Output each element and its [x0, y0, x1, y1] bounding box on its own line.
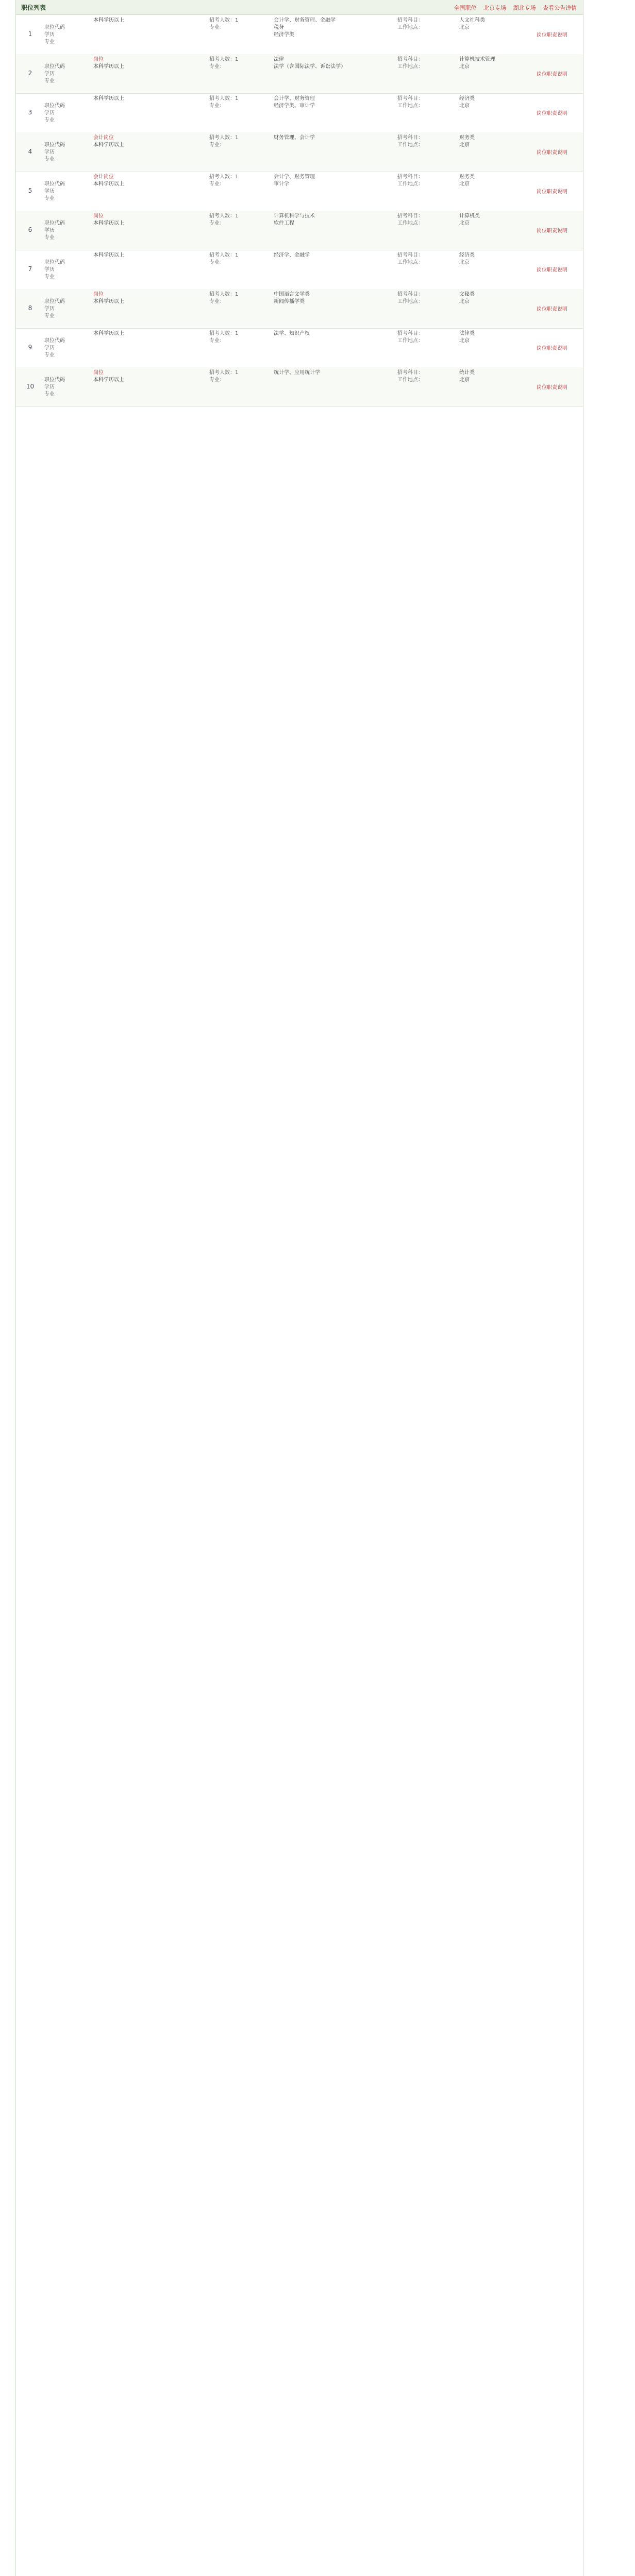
detail-link[interactable]: 岗位职责说明	[537, 32, 567, 38]
position-link[interactable]: 会计岗位	[93, 174, 114, 180]
recruit-count-text: 招考人数：1	[209, 252, 239, 258]
row-number: 9	[28, 344, 32, 351]
recruit-count-text: 专业：	[209, 142, 225, 148]
detail-link[interactable]: 岗位职责说明	[537, 72, 567, 77]
major-text: 软件工程	[274, 221, 294, 226]
row-label: 学历	[44, 306, 55, 312]
detail-link[interactable]: 岗位职责说明	[537, 111, 567, 116]
major-text: 中国语言文学类	[274, 292, 310, 297]
location-text: 北京	[459, 260, 470, 265]
row-label: 专业	[44, 313, 55, 319]
row-labels	[44, 220, 83, 242]
location-text: 经济类	[459, 252, 475, 258]
row-number: 3	[28, 109, 32, 116]
row-labels	[44, 377, 83, 398]
recruit-count-text: 招考人数：1	[209, 331, 239, 336]
exam-label: 招考科目：	[397, 252, 423, 258]
location-text: 北京	[459, 377, 470, 383]
location-cell	[459, 174, 521, 188]
table-row	[16, 15, 583, 55]
recruit-count-text: 招考人数：1	[209, 292, 239, 297]
row-label: 学历	[44, 189, 55, 194]
table-row	[16, 211, 583, 250]
exam-label: 工作地点：	[397, 221, 423, 226]
position-link[interactable]: 岗位	[93, 57, 104, 62]
recruit-count-text: 招考人数：1	[209, 57, 239, 62]
exam-label: 招考科目：	[397, 135, 423, 141]
header-link-4[interactable]: 查看公告详情	[543, 5, 577, 11]
row-label: 专业	[44, 196, 55, 201]
major-cell	[274, 95, 382, 110]
position-link[interactable]: 岗位	[93, 292, 104, 297]
exam-cell	[397, 17, 444, 31]
header-link-3[interactable]: 湖北专场	[513, 5, 536, 11]
recruit-count-text: 招考人数：1	[209, 135, 239, 141]
recruit-count-text: 专业：	[209, 260, 225, 265]
row-label: 学历	[44, 228, 55, 233]
major-text: 审计学	[274, 181, 289, 187]
table-row	[16, 54, 583, 94]
recruit-count-text: 招考人数：1	[209, 213, 239, 219]
education-requirement: 本科学历以上	[93, 181, 124, 187]
major-cell	[274, 330, 382, 337]
education-requirement: 本科学历以上	[93, 18, 124, 23]
row-labels	[44, 298, 83, 320]
position-cell	[93, 330, 194, 337]
location-text: 北京	[459, 338, 470, 344]
location-cell	[459, 17, 521, 31]
exam-cell	[397, 174, 444, 188]
recruit-count-cell	[209, 213, 248, 227]
exam-label: 招考科目：	[397, 370, 423, 376]
row-number: 4	[28, 148, 32, 155]
row-label: 职位代码	[44, 25, 65, 30]
exam-cell	[397, 134, 444, 149]
position-cell	[93, 95, 194, 103]
position-cell	[93, 17, 194, 24]
location-text: 人文社科类	[459, 18, 485, 23]
recruit-count-text: 专业：	[209, 64, 225, 70]
row-labels	[44, 337, 83, 359]
header-link-2[interactable]: 北京专场	[483, 5, 506, 11]
education-requirement: 本科学历以上	[93, 377, 124, 383]
row-number: 8	[28, 304, 32, 312]
exam-cell	[397, 291, 444, 306]
row-label: 学历	[44, 149, 55, 155]
major-cell	[274, 213, 382, 227]
recruit-count-text: 专业：	[209, 221, 225, 226]
recruit-count-cell	[209, 17, 248, 31]
recruit-count-cell	[209, 134, 248, 149]
row-labels	[44, 259, 83, 281]
row-number: 6	[28, 226, 32, 233]
table-row	[16, 328, 583, 368]
recruit-count-text: 专业：	[209, 338, 225, 344]
row-label: 学历	[44, 32, 55, 38]
location-text: 经济类	[459, 96, 475, 101]
recruit-count-text: 专业：	[209, 377, 225, 383]
position-cell	[93, 56, 194, 71]
major-cell	[274, 134, 382, 142]
position-cell	[93, 252, 194, 259]
exam-cell	[397, 330, 444, 345]
row-label: 专业	[44, 157, 55, 162]
exam-label: 工作地点：	[397, 25, 423, 30]
major-text: 法律	[274, 57, 284, 62]
education-requirement: 本科学历以上	[93, 96, 124, 101]
table-row	[16, 93, 583, 133]
major-text: 税务	[274, 25, 284, 30]
row-label: 学历	[44, 110, 55, 116]
detail-link[interactable]: 岗位职责说明	[537, 150, 567, 156]
position-cell	[93, 291, 194, 306]
location-cell	[459, 134, 521, 149]
education-requirement: 本科学历以上	[93, 142, 124, 148]
exam-label: 招考科目：	[397, 96, 423, 101]
row-label: 职位代码	[44, 221, 65, 226]
exam-label: 招考科目：	[397, 18, 423, 23]
row-label: 职位代码	[44, 181, 65, 187]
major-cell	[274, 174, 382, 188]
major-text: 法学、知识产权	[274, 331, 310, 336]
detail-link[interactable]: 岗位职责说明	[537, 228, 567, 234]
row-label: 职位代码	[44, 260, 65, 265]
detail-link[interactable]: 岗位职责说明	[537, 189, 567, 195]
major-text: 经济学、金融学	[274, 252, 310, 258]
major-text: 财务管理、会计学	[274, 135, 315, 141]
recruit-count-text: 招考人数：1	[209, 18, 239, 23]
location-text: 北京	[459, 64, 470, 70]
major-cell	[274, 252, 382, 259]
header-link-1[interactable]: 全国职位	[454, 5, 477, 11]
position-cell	[93, 369, 194, 384]
major-text: 经济学类	[274, 32, 294, 38]
detail-link[interactable]: 岗位职责说明	[537, 307, 567, 312]
detail-link[interactable]: 岗位职责说明	[537, 267, 567, 273]
row-label: 专业	[44, 352, 55, 358]
education-requirement: 本科学历以上	[93, 64, 124, 70]
location-text: 文秘类	[459, 292, 475, 297]
exam-label: 工作地点：	[397, 338, 423, 344]
recruit-count-cell	[209, 95, 248, 110]
location-cell	[459, 330, 521, 345]
location-cell	[459, 56, 521, 71]
location-cell	[459, 291, 521, 306]
exam-cell	[397, 252, 444, 266]
major-cell	[274, 17, 382, 39]
exam-label: 招考科目：	[397, 331, 423, 336]
position-link[interactable]: 会计岗位	[93, 135, 114, 141]
major-cell	[274, 369, 382, 377]
row-label: 学历	[44, 267, 55, 273]
job-table-frame	[15, 0, 583, 2576]
major-cell	[274, 56, 382, 71]
location-text: 统计类	[459, 370, 475, 376]
row-labels	[44, 24, 83, 46]
row-label: 学历	[44, 71, 55, 77]
major-text: 会计学、财务管理	[274, 174, 315, 180]
major-text: 新闻传播学类	[274, 299, 305, 304]
education-requirement: 本科学历以上	[93, 252, 124, 258]
row-number: 5	[28, 187, 32, 194]
position-cell	[93, 213, 194, 227]
location-text: 法律类	[459, 331, 475, 336]
position-link[interactable]: 岗位	[93, 370, 104, 376]
location-text: 计算机技术管理	[459, 57, 495, 62]
row-number: 7	[28, 265, 32, 273]
recruit-count-cell	[209, 174, 248, 188]
row-label: 专业	[44, 392, 55, 397]
exam-cell	[397, 369, 444, 384]
exam-label: 工作地点：	[397, 260, 423, 265]
exam-cell	[397, 213, 444, 227]
row-label: 职位代码	[44, 338, 65, 344]
recruit-count-text: 招考人数：1	[209, 370, 239, 376]
recruit-count-cell	[209, 252, 248, 266]
row-label: 职位代码	[44, 64, 65, 70]
row-label: 专业	[44, 39, 55, 45]
exam-cell	[397, 56, 444, 71]
recruit-count-text: 招考人数：1	[209, 96, 239, 101]
row-label: 专业	[44, 274, 55, 280]
row-label: 职位代码	[44, 142, 65, 148]
row-label: 学历	[44, 345, 55, 351]
exam-cell	[397, 95, 444, 110]
exam-label: 工作地点：	[397, 103, 423, 109]
row-label: 学历	[44, 384, 55, 390]
header-links	[449, 4, 577, 12]
recruit-count-cell	[209, 369, 248, 384]
detail-link[interactable]: 岗位职责说明	[537, 385, 567, 391]
exam-label: 工作地点：	[397, 64, 423, 70]
location-text: 北京	[459, 142, 470, 148]
top-bar	[16, 0, 583, 15]
exam-label: 招考科目：	[397, 57, 423, 62]
row-number: 1	[28, 30, 32, 38]
row-label: 职位代码	[44, 377, 65, 383]
location-text: 北京	[459, 299, 470, 304]
recruit-count-text: 专业：	[209, 25, 225, 30]
location-text: 财务类	[459, 135, 475, 141]
exam-label: 工作地点：	[397, 142, 423, 148]
exam-label: 招考科目：	[397, 213, 423, 219]
location-cell	[459, 252, 521, 266]
detail-link[interactable]: 岗位职责说明	[537, 346, 567, 351]
row-label: 职位代码	[44, 103, 65, 109]
recruit-count-text: 专业：	[209, 181, 225, 187]
education-requirement: 本科学历以上	[93, 221, 124, 226]
page-title: 职位列表	[21, 4, 46, 11]
position-cell	[93, 174, 194, 188]
location-text: 北京	[459, 221, 470, 226]
row-label: 专业	[44, 78, 55, 84]
exam-label: 工作地点：	[397, 181, 423, 187]
location-text: 财务类	[459, 174, 475, 180]
education-requirement: 本科学历以上	[93, 299, 124, 304]
major-text: 法学（含国际法学、诉讼法学）	[274, 64, 346, 70]
table-row	[16, 132, 583, 172]
location-text: 计算机类	[459, 213, 480, 219]
major-text: 会计学、财务管理、金融学	[274, 18, 336, 23]
row-labels	[44, 181, 83, 202]
location-cell	[459, 213, 521, 227]
row-label: 专业	[44, 117, 55, 123]
table-row	[16, 250, 583, 290]
location-text: 北京	[459, 103, 470, 109]
position-link[interactable]: 岗位	[93, 213, 104, 219]
location-text: 北京	[459, 181, 470, 187]
location-cell	[459, 95, 521, 110]
major-text: 会计学、财务管理	[274, 96, 315, 101]
row-number: 2	[28, 70, 32, 77]
row-label: 职位代码	[44, 299, 65, 304]
location-text: 北京	[459, 25, 470, 30]
row-labels	[44, 103, 83, 124]
row-labels	[44, 63, 83, 85]
education-requirement: 本科学历以上	[93, 331, 124, 336]
exam-label: 招考科目：	[397, 292, 423, 297]
major-text: 经济学类、审计学	[274, 103, 315, 109]
recruit-count-text: 招考人数：1	[209, 174, 239, 180]
row-number: 10	[26, 383, 35, 390]
recruit-count-cell	[209, 56, 248, 71]
row-label: 专业	[44, 235, 55, 241]
recruit-count-cell	[209, 330, 248, 345]
major-text: 统计学、应用统计学	[274, 370, 320, 376]
table-row	[16, 289, 583, 329]
major-cell	[274, 291, 382, 306]
table-row	[16, 172, 583, 211]
location-cell	[459, 369, 521, 384]
table-row	[16, 367, 583, 407]
row-labels	[44, 142, 83, 163]
position-cell	[93, 134, 194, 149]
major-text: 计算机科学与技术	[274, 213, 315, 219]
recruit-count-text: 专业：	[209, 103, 225, 109]
recruit-count-text: 专业：	[209, 299, 225, 304]
exam-label: 工作地点：	[397, 299, 423, 304]
exam-label: 招考科目：	[397, 174, 423, 180]
exam-label: 工作地点：	[397, 377, 423, 383]
recruit-count-cell	[209, 291, 248, 306]
